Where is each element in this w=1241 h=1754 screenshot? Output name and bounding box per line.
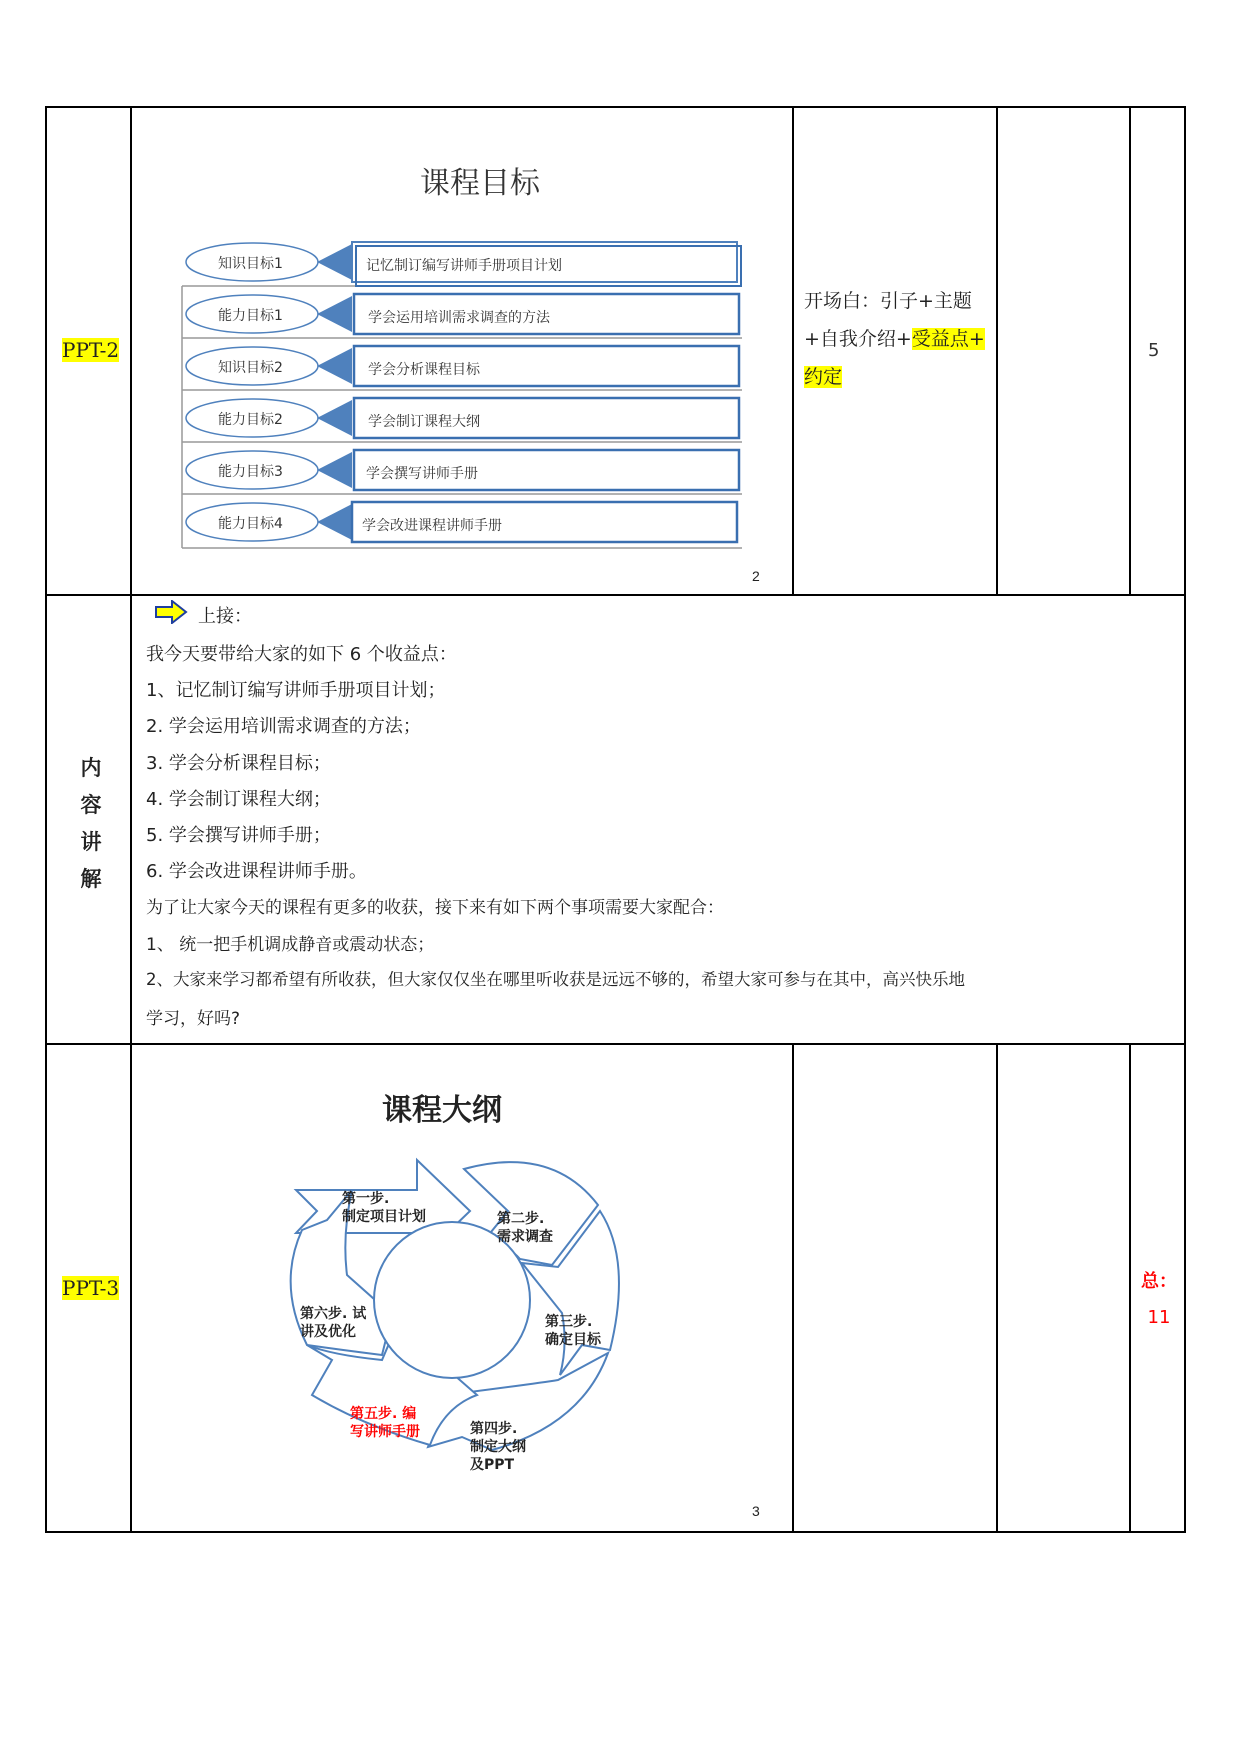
goal-left-2: 能力目标1: [218, 308, 283, 324]
goal-right-5: 学会撰写讲师手册: [366, 466, 478, 482]
row2-label-char-1: 内: [80, 756, 102, 780]
table-border-left: [45, 106, 47, 1533]
step2-label: [497, 1210, 553, 1246]
row2-line-3: 2. 学会运用培训需求调查的方法；: [146, 716, 421, 737]
row2-line-5: 4. 学会制订课程大纲；: [146, 789, 331, 810]
row2-label-char-2: 容: [80, 793, 102, 817]
row2-line-8: 为了让大家今天的课程有更多的收获，接下来有如下两个事项需要大家配合：: [146, 898, 724, 918]
goal-left-1: 知识目标1: [218, 256, 283, 272]
row2-header: 上接：: [198, 606, 252, 627]
step6-label: [300, 1305, 366, 1341]
goal-right-4: 学会制订课程大纲: [368, 414, 480, 430]
row2-line-6: 5. 学会撰写讲师手册；: [146, 825, 331, 846]
row2-label: [76, 750, 106, 898]
row2-line-7: 6. 学会改进课程讲师手册。: [146, 861, 367, 882]
row3-total-value: 11: [1147, 1307, 1171, 1328]
row1-label: [62, 338, 119, 362]
row3-total-label: 总：: [1141, 1271, 1177, 1292]
slide-ppt3-page-number: 3: [752, 1503, 760, 1519]
row2-line-9: 1、 统一把手机调成静音或震动状态；: [146, 935, 435, 955]
step4-line1: 第四步.: [470, 1421, 518, 1437]
slide-ppt2: [132, 108, 792, 594]
row1-note-line2-plain: +自我介绍+: [804, 328, 912, 350]
row2-label-char-4: 解: [80, 867, 102, 891]
row1-minutes: 5: [1148, 340, 1160, 361]
arrow-right-icon: [154, 600, 188, 624]
goal-right-6: 学会改进课程讲师手册: [362, 518, 502, 534]
step3-line2: 确定目标: [545, 1332, 601, 1348]
row1-note-line2-highlight: 受益点+: [911, 328, 985, 350]
row1-note-line1: 开场白：引子+主题: [804, 290, 972, 312]
row2-line-10: 2、大家来学习都希望有所收获，但大家仅仅坐在哪里听收获是远远不够的，希望大家可参与在其中，高兴快乐地: [146, 970, 965, 989]
slide-ppt3: [132, 1045, 792, 1531]
step4-line2: 制定大纲: [470, 1439, 526, 1455]
course-outline-cycle-diagram: [132, 1045, 792, 1531]
row1-col-divider-b: [996, 106, 998, 596]
step4-line3: 及PPT: [470, 1457, 515, 1473]
row2-label-char-3: 讲: [80, 830, 102, 854]
step2-line1: 第二步.: [497, 1211, 545, 1227]
step4-label: [470, 1420, 526, 1474]
table-border-right: [1184, 106, 1186, 1533]
step5-line1: 第五步. 编: [350, 1406, 417, 1422]
row1-note-line2: [804, 320, 994, 358]
row2-line-4: 3. 学会分析课程目标；: [146, 753, 331, 774]
table-border-row1-bottom: [45, 594, 1186, 596]
row1-notes: [804, 282, 994, 396]
slide-ppt3-title: 课程大纲: [382, 1093, 502, 1128]
row2-line-11: 学习，好吗?: [146, 1009, 241, 1029]
step5-label: [350, 1405, 420, 1441]
row2-line-2: 1、记忆制订编写讲师手册项目计划；: [146, 680, 446, 701]
goal-left-6: 能力目标4: [218, 516, 283, 532]
row1-col-divider-c: [1129, 106, 1131, 596]
step6-line1: 第六步. 试: [300, 1306, 367, 1322]
step1-label: [342, 1190, 426, 1226]
slide-ppt2-title: 课程目标: [420, 166, 540, 201]
step3-label: [545, 1313, 601, 1349]
goal-right-1: 记忆制订编写讲师手册项目计划: [366, 258, 562, 274]
goal-right-3: 学会分析课程目标: [368, 362, 480, 378]
goal-left-5: 能力目标3: [218, 464, 283, 480]
table-border-bottom: [45, 1531, 1186, 1533]
row3-label: [62, 1276, 119, 1300]
row2-line-1: 我今天要带给大家的如下 6 个收益点：: [146, 644, 457, 665]
step1-line1: 第一步.: [342, 1191, 390, 1207]
step6-line2: 讲及优化: [300, 1324, 356, 1340]
row3-label-text: PPT-3: [62, 1276, 120, 1300]
row1-note-line3-highlight: 约定: [804, 366, 843, 388]
step1-line2: 制定项目计划: [342, 1209, 426, 1225]
goal-left-3: 知识目标2: [218, 360, 283, 376]
goal-right-2: 学会运用培训需求调查的方法: [368, 310, 550, 326]
row3-total: [1136, 1264, 1182, 1336]
row3-col-divider-b: [996, 1043, 998, 1533]
row1-note-line3: [804, 358, 994, 396]
step2-line2: 需求调查: [497, 1229, 553, 1245]
step5-line2: 写讲师手册: [350, 1424, 420, 1440]
row1-label-text: PPT-2: [62, 338, 120, 362]
row3-col-divider-c: [1129, 1043, 1131, 1533]
slide-ppt2-page-number: 2: [752, 568, 760, 584]
row3-col-divider-a: [792, 1043, 794, 1533]
step3-line1: 第三步.: [545, 1314, 593, 1330]
goal-left-4: 能力目标2: [218, 412, 283, 428]
